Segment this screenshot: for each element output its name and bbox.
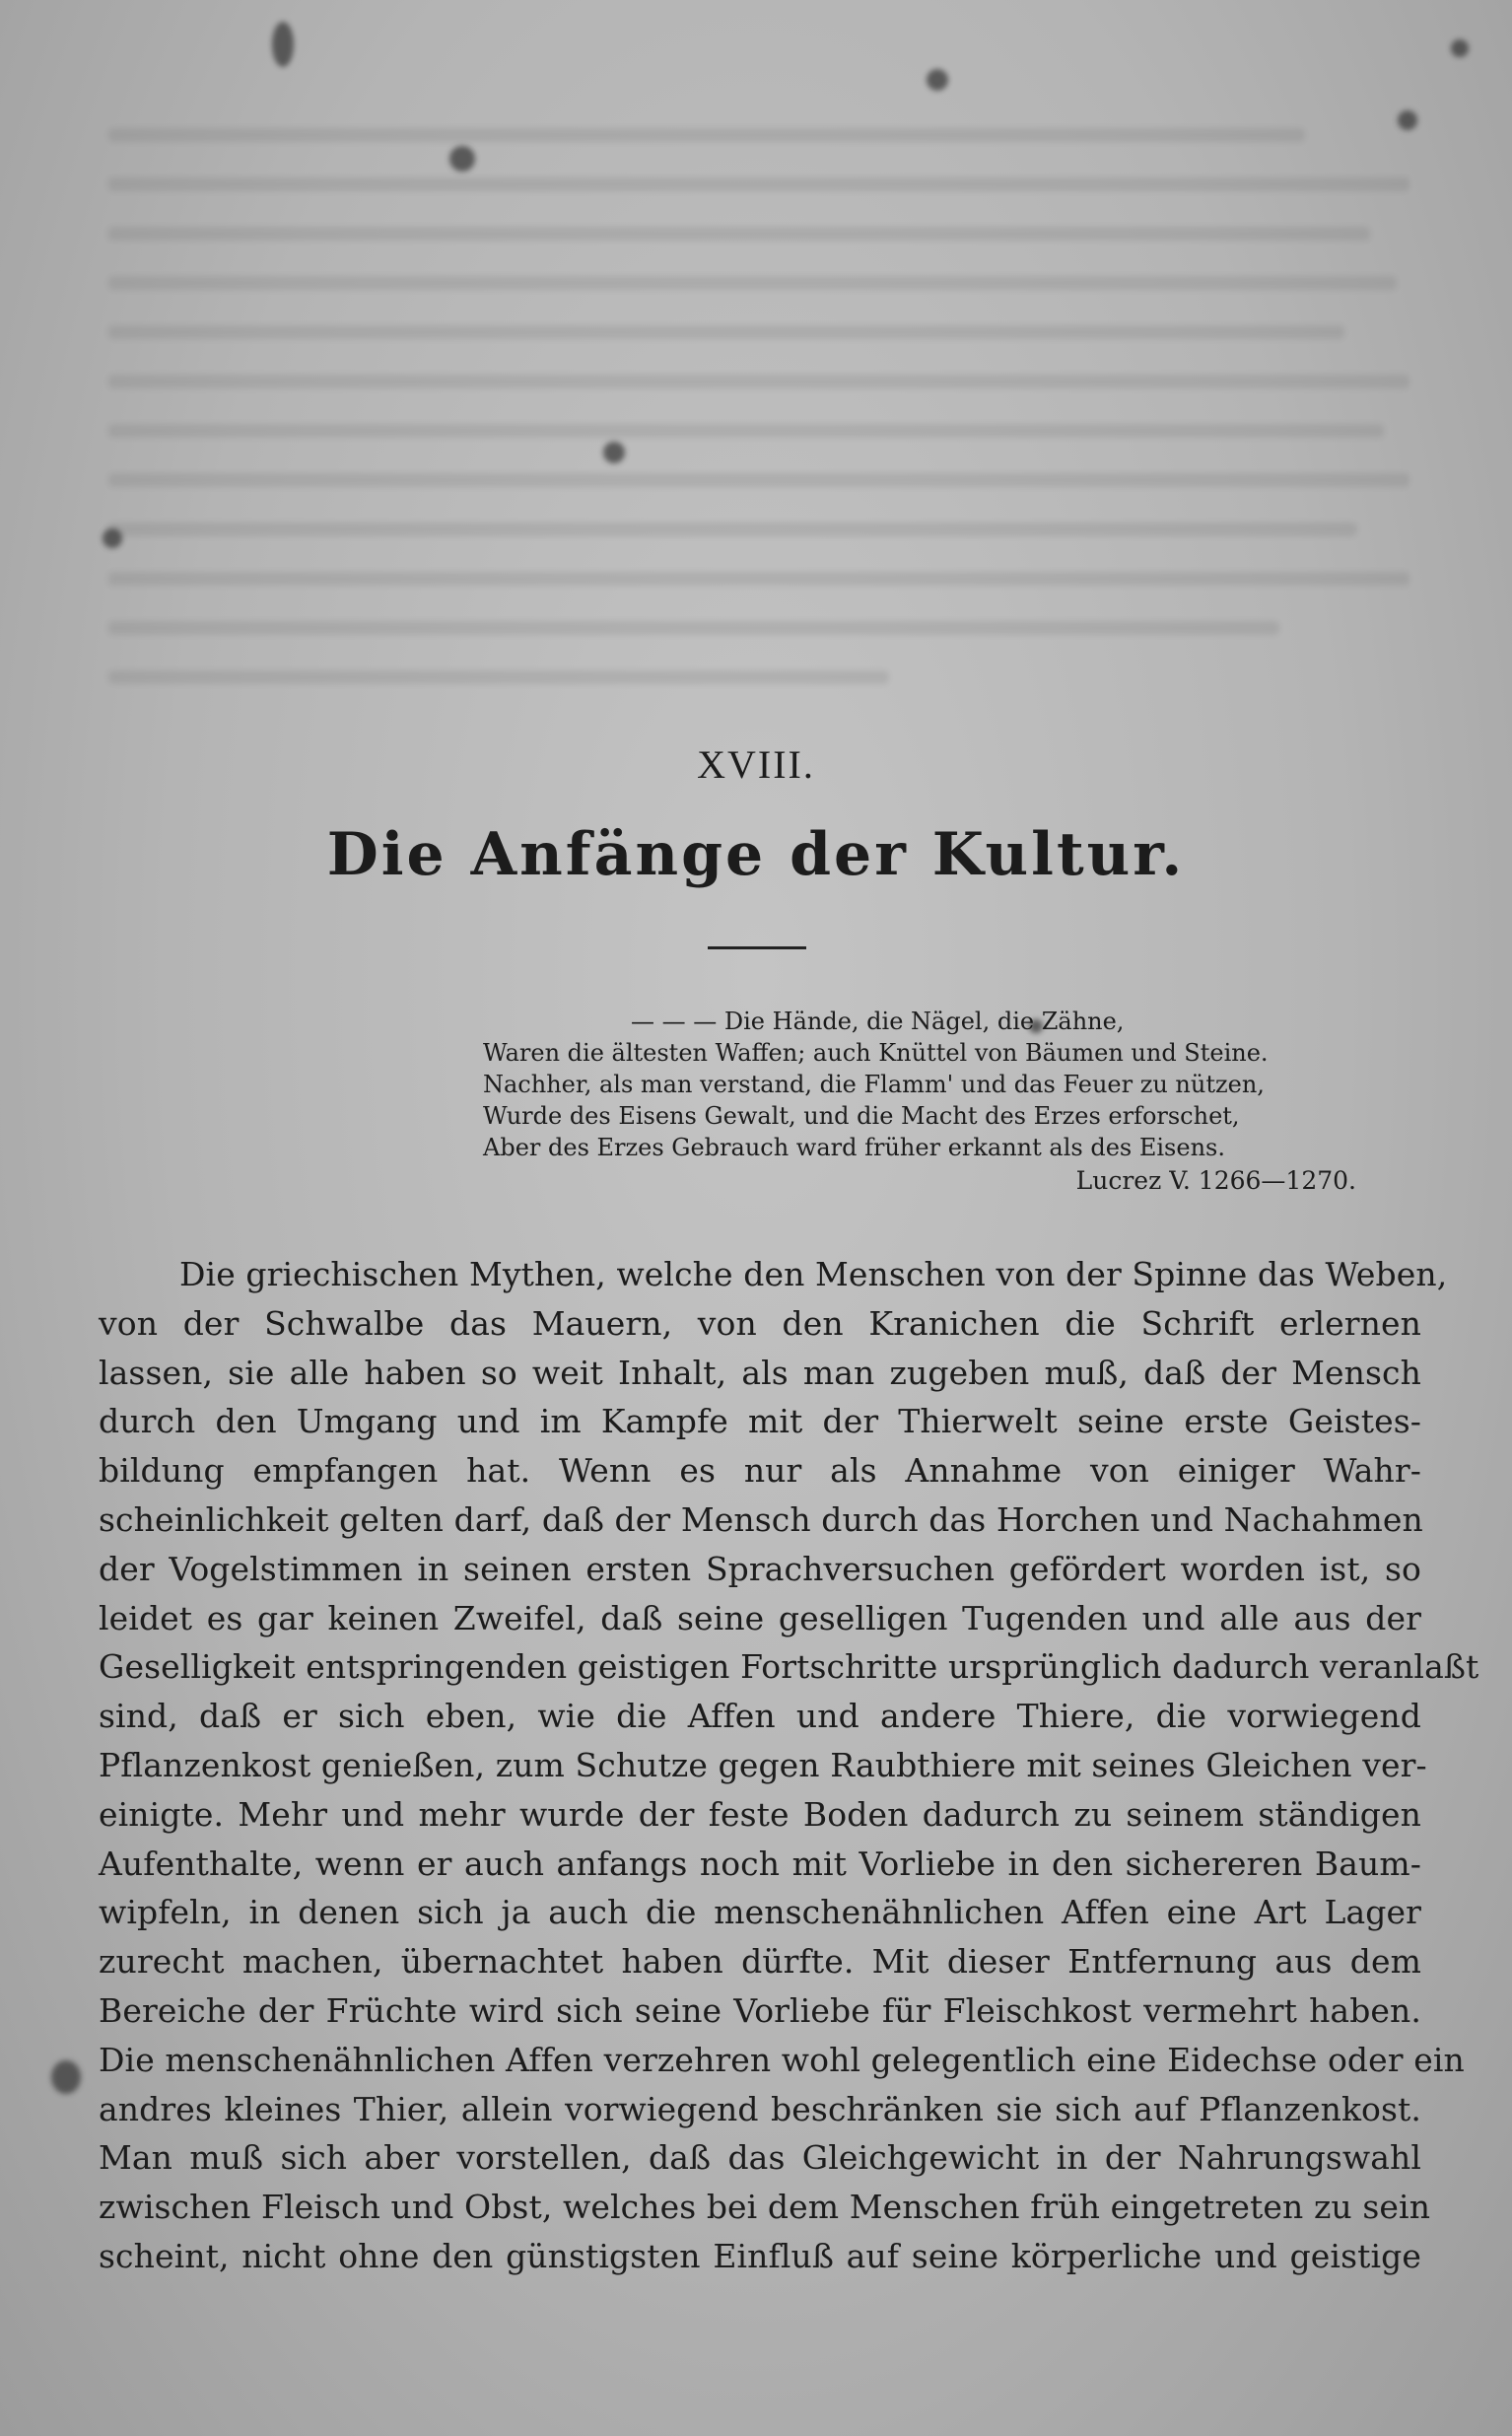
ink-spot: [103, 528, 122, 548]
ink-spot: [51, 2060, 81, 2094]
epigraph-line: Wurde des Eisens Gewalt, und die Macht des Erzes erforschet,: [483, 1102, 1240, 1130]
body-line: wipfeln, in denen sich ja auch die menschenähnlichen Affen eine Art Lager: [99, 1893, 1421, 1932]
body-line: andres kleines Thier, allein vorwiegend beschränken sie sich auf Pflanzenkost.: [99, 2089, 1421, 2128]
epigraph: [483, 1006, 1370, 1197]
epigraph-source: Lucrez V. 1266—1270.: [1075, 1166, 1356, 1195]
epigraph-line: — — — Die Hände, die Nägel, die Zähne,: [631, 1008, 1125, 1035]
title-divider: [708, 946, 806, 949]
body-line: zwischen Fleisch und Obst, welches bei dem Menschen früh eingetreten zu sein: [99, 2188, 1431, 2227]
body-line: bildung empfangen hat. Wenn es nur als Annahme von einiger Wahr-: [99, 1451, 1421, 1491]
body-line: leidet es gar keinen Zweifel, daß seine geselligen Tugenden und alle aus der: [99, 1598, 1421, 1637]
chapter-title: Die Anfänge der Kultur.: [326, 820, 1186, 889]
epigraph-line: Waren die ältesten Waffen; auch Knüttel von Bäumen und Steine.: [483, 1039, 1269, 1067]
body-line: Man muß sich aber vorstellen, daß das Gleichgewicht in der Nahrungswahl: [99, 2138, 1421, 2178]
body-line: einigte. Mehr und mehr wurde der feste Boden dadurch zu seinem ständigen: [99, 1794, 1421, 1834]
body-line: Die griechischen Mythen, welche den Menschen von der Spinne das Weben,: [179, 1255, 1448, 1293]
epigraph-line: Aber des Erzes Gebrauch ward früher erkannt als des Eisens.: [483, 1134, 1225, 1161]
show-through-text: [108, 128, 1409, 759]
ink-spot: [1398, 110, 1417, 130]
body-line: scheinlichkeit gelten darf, daß der Mensch durch das Horchen und Nachahmen: [99, 1499, 1423, 1539]
body-line: sind, daß er sich eben, wie die Affen und andere Thiere, die vorwiegend: [99, 1697, 1421, 1736]
body-line: Bereiche der Früchte wird sich seine Vorliebe für Fleischkost vermehrt haben.: [99, 1990, 1421, 2030]
body-line: durch den Umgang und im Kampfe mit der Thierwelt seine erste Geistes-: [99, 1402, 1421, 1441]
epigraph-line: Nachher, als man verstand, die Flamm' und das Feuer zu nützen,: [483, 1071, 1265, 1098]
body-text: [99, 1250, 1479, 2281]
chapter-number: XVIII.: [697, 742, 815, 787]
ink-spot: [449, 146, 475, 172]
body-line: scheint, nicht ohne den günstigsten Einfluß auf seine körperliche und geistige: [99, 2236, 1421, 2275]
ink-spot: [927, 69, 948, 91]
body-line: lassen, sie alle haben so weit Inhalt, als man zugeben muß, daß der Mensch: [99, 1353, 1421, 1392]
body-line: Geselligkeit entspringenden geistigen Fortschritte ursprünglich dadurch veranlaßt: [99, 1647, 1479, 1687]
body-line: zurecht machen, übernachtet haben dürfte. Mit dieser Entfernung aus dem: [99, 1942, 1421, 1982]
body-line: Pflanzenkost genießen, zum Schutze gegen Raubthiere mit seines Gleichen ver-: [99, 1745, 1427, 1784]
ink-spot: [272, 22, 294, 67]
body-line: von der Schwalbe das Mauern, von den Kranichen die Schrift erlernen: [99, 1303, 1421, 1343]
ink-spot: [1451, 39, 1469, 57]
body-line: Die menschenähnlichen Affen verzehren wohl gelegentlich eine Eidechse oder ein: [99, 2040, 1465, 2079]
body-line: Aufenthalte, wenn er auch anfangs noch mit Vorliebe in den sichereren Baum-: [99, 1844, 1421, 1883]
body-line: der Vogelstimmen in seinen ersten Sprachversuchen gefördert worden ist, so: [99, 1549, 1421, 1588]
ink-spot: [603, 442, 625, 463]
